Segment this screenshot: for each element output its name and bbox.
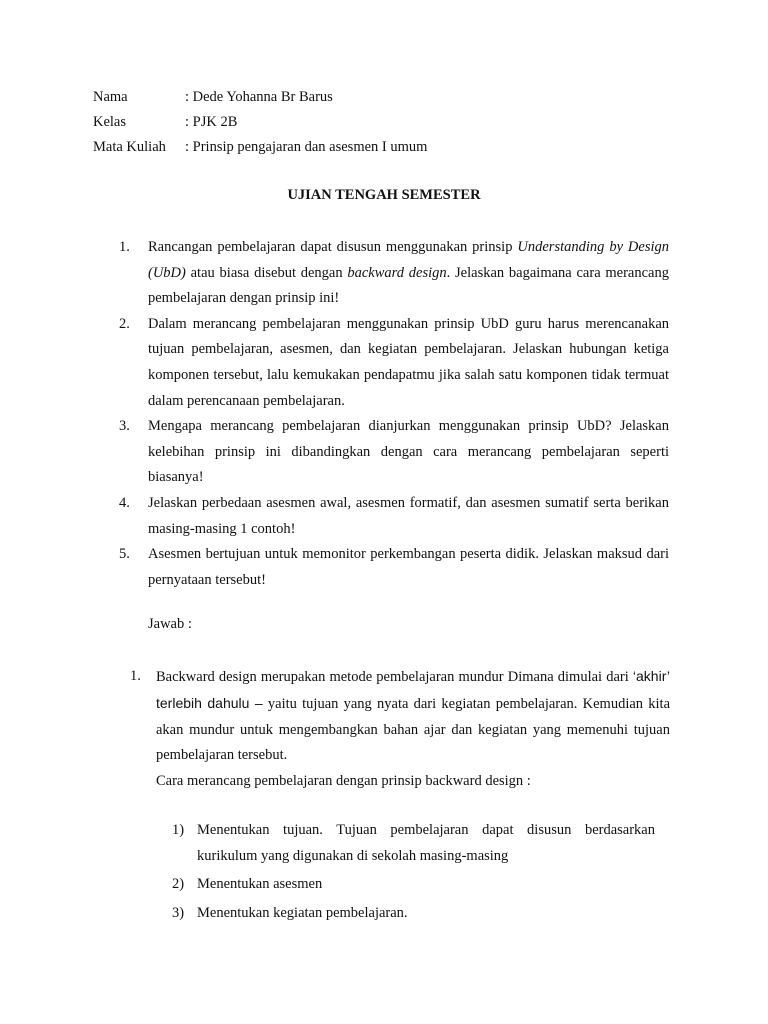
step-number: 1) — [172, 822, 185, 838]
answer-number: 1. — [130, 668, 141, 684]
answer-item — [130, 664, 670, 795]
question-number: 4. — [119, 494, 130, 511]
question-item — [119, 414, 669, 491]
step-text: Menentukan tujuan. Tujuan pembelajaran dapat disusun berdasarkan kurikulum yang digunakan di sekolah masing-masing — [197, 822, 655, 864]
step-number: 2) — [172, 876, 185, 892]
question-item — [119, 491, 669, 542]
info-row-mata-kuliah — [93, 137, 427, 162]
info-row-kelas — [93, 112, 427, 137]
question-text: Mengapa merancang pembelajaran dianjurkan menggunakan prinsip UbD? Jelaskan kelebihan prinsip ini dibandingkan dengan cara merancang pembelajaran seperti biasanya! — [148, 418, 669, 486]
step-text: Menentukan asesmen — [197, 876, 323, 892]
info-label: Mata Kuliah — [93, 139, 166, 155]
step-number: 3) — [172, 904, 185, 921]
question-item — [119, 542, 669, 593]
question-text: Rancangan pembelajaran dapat disusun menggunakan prinsip Understanding by Design (UbD) atau biasa disebut dengan backward design. Jelaskan bagaimana cara merancang pembelajaran dengan prinsip ini! — [148, 239, 670, 307]
step-item — [172, 872, 655, 898]
question-number: 5. — [119, 546, 130, 563]
question-list — [119, 235, 669, 593]
answer-section — [130, 664, 670, 795]
answer-heading: Jawab : — [148, 616, 192, 632]
info-value: : Dede Yohanna Br Barus — [185, 89, 333, 105]
exam-title: UJIAN TENGAH SEMESTER — [287, 187, 481, 203]
student-info — [93, 87, 427, 162]
info-value: : PJK 2B — [185, 114, 238, 130]
info-row-nama — [93, 87, 427, 112]
info-label: Kelas — [93, 114, 127, 130]
info-value: : Prinsip pengajaran dan asesmen I umum — [185, 139, 428, 155]
question-text: Asesmen bertujuan untuk memonitor perkembangan peserta didik. Jelaskan maksud dari pernyataan tersebut! — [148, 546, 669, 588]
question-item — [119, 312, 669, 414]
answer-method-intro: Cara merancang pembelajaran dengan prinsip backward design : — [156, 773, 531, 790]
question-number: 2. — [119, 315, 130, 332]
question-text: Dalam merancang pembelajaran menggunakan prinsip UbD guru harus merencanakan tujuan pembelajaran, asesmen, dan kegiatan pembelajaran. Jelaskan hubungan ketiga komponen tersebut, lalu kemukakan pendapatmu jika salah satu komponen tidak termuat dalam perencanaan pembelajaran. — [148, 315, 669, 409]
question-text: Jelaskan perbedaan asesmen awal, asesmen formatif, dan asesmen sumatif serta berikan masing-masing 1 contoh! — [148, 494, 669, 537]
info-label: Nama — [93, 89, 128, 105]
question-number: 1. — [119, 239, 130, 255]
step-item — [172, 901, 655, 927]
question-item — [119, 235, 669, 312]
step-list — [172, 818, 655, 929]
step-item — [172, 818, 655, 869]
answer-text: Backward design merupakan metode pembelajaran mundur Dimana dimulai dari ‘akhir’ terlebih dahulu – yaitu tujuan yang nyata dari kegiatan pembelajaran. Kemudian kita akan mundur untuk mengembangkan bahan ajar dan kegiatan yang memenuhi tujuan pembelajaran tersebut. Cara merancang pembelajaran dengan prinsip backward design : — [156, 668, 671, 790]
question-number: 3. — [119, 418, 130, 435]
step-text: Menentukan kegiatan pembelajaran. — [197, 904, 408, 921]
